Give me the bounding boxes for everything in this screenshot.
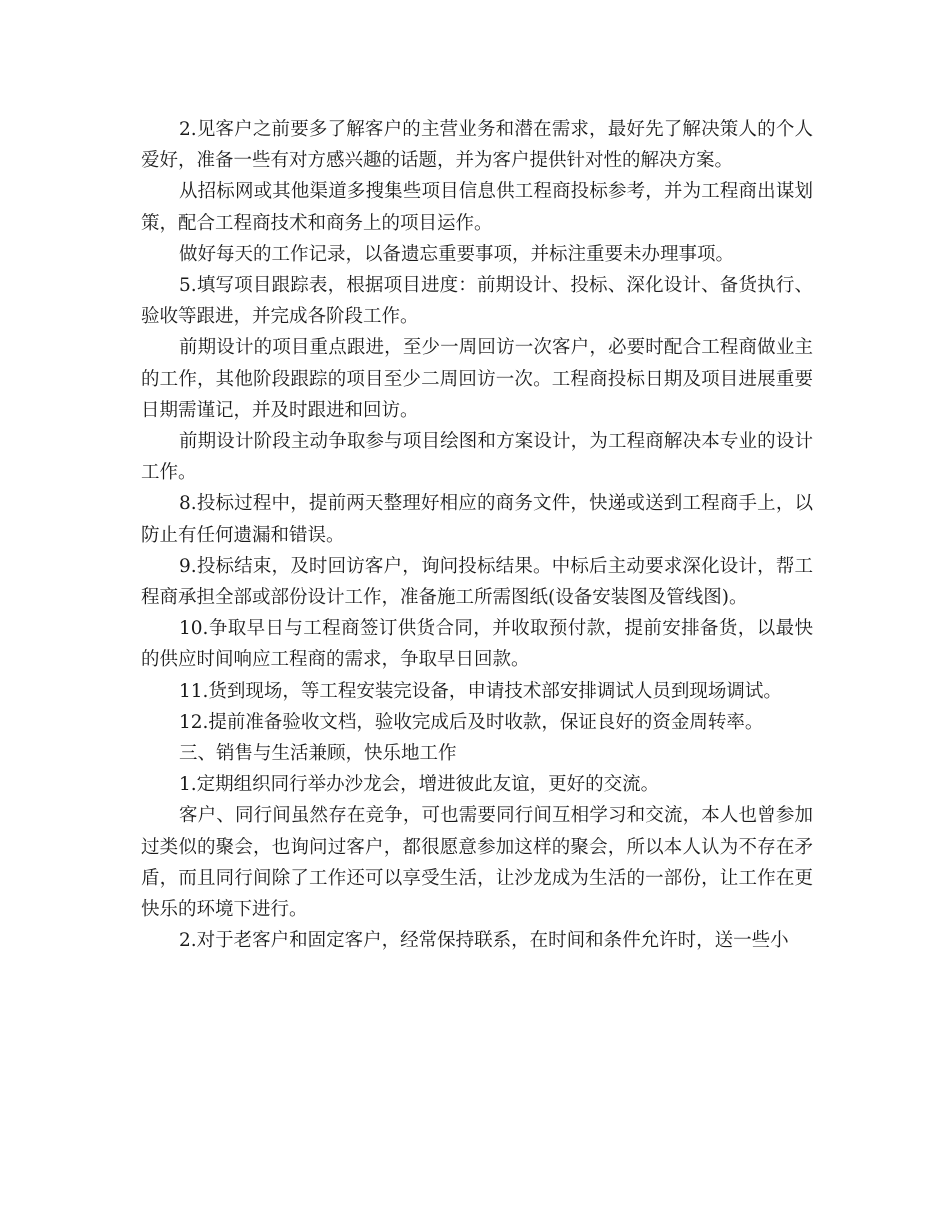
section-heading-sales-and-life: 三、销售与生活兼顾，快乐地工作 [179, 743, 457, 765]
paragraph-old-customers: 2.对于老客户和固定客户，经常保持联系，在时间和条件允许时，送一些小 [179, 930, 789, 952]
paragraph-salon: 1.定期组织同行举办沙龙会，增进彼此友谊，更好的交流。 [179, 774, 660, 796]
paragraph-peer-exchange: 客户、同行间虽然存在竞争，可也需要同行间互相学习和交流，本人也曾参加过类似的聚会，也询问过客户，都很愿意参加这样的聚会，所以本人认为不存在矛盾，而且同行间除了工作还可以享受生活，让沙龙成为生活的一部份，让工作在更快乐的环境下进行。 [141, 805, 813, 921]
paragraph-tracking-table: 5.填写项目跟踪表，根据项目进度：前期设计、投标、深化设计、备货执行、验收等跟进，并完成各阶段工作。 [141, 275, 813, 328]
paragraph-bidding-process: 8.投标过程中，提前两天整理好相应的商务文件，快递或送到工程商手上，以防止有任何遗漏和错误。 [141, 493, 813, 546]
paragraph-on-site-debugging: 11.货到现场，等工程安装完设备，申请技术部安排调试人员到现场调试。 [179, 680, 782, 702]
paragraph-project-info: 从招标网或其他渠道多搜集些项目信息供工程商投标参考，并为工程商出谋划策，配合工程商技术和商务上的项目运作。 [141, 181, 813, 234]
paragraph-bidding-result: 9.投标结束，及时回访客户，询问投标结果。中标后主动要求深化设计，帮工程商承担全部或部份设计工作，准备施工所需图纸(设备安装图及管线图)。 [141, 555, 813, 609]
document-body [141, 114, 813, 956]
paragraph-design-followup: 前期设计的项目重点跟进，至少一周回访一次客户，必要时配合工程商做业主的工作，其他阶段跟踪的项目至少二周回访一次。工程商投标日期及项目进展重要日期需谨记，并及时跟进和回访。 [141, 337, 813, 421]
paragraph-design-participation: 前期设计阶段主动争取参与项目绘图和方案设计，为工程商解决本专业的设计工作。 [141, 431, 813, 484]
paragraph-client-preparation: 2.见客户之前要多了解客户的主营业务和潜在需求，最好先了解决策人的个人爱好，准备一些有对方感兴趣的话题，并为客户提供针对性的解决方案。 [141, 119, 813, 172]
paragraph-work-log: 做好每天的工作记录，以备遗忘重要事项，并标注重要未办理事项。 [179, 243, 735, 265]
paragraph-acceptance: 12.提前准备验收文档，验收完成后及时收款，保证良好的资金周转率。 [179, 711, 764, 733]
paragraph-supply-contract: 10.争取早日与工程商签订供货合同，并收取预付款，提前安排备货，以最快的供应时间响应工程商的需求，争取早日回款。 [141, 618, 813, 671]
